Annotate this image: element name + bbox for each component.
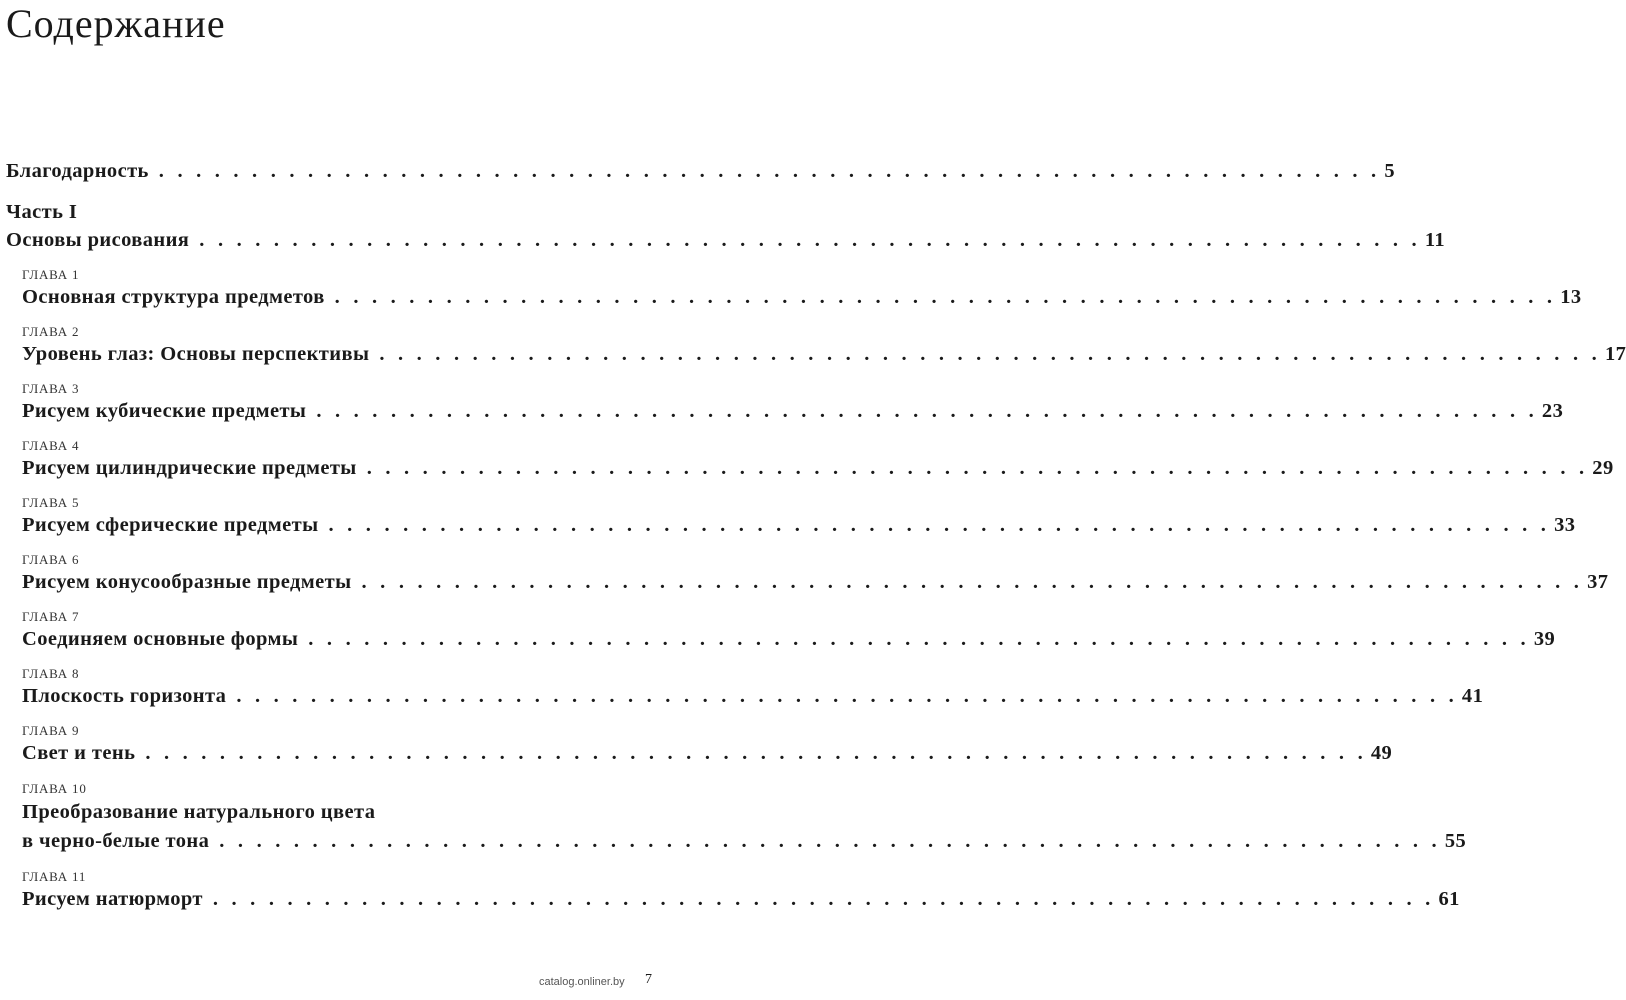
toc-page-number: 5 (1384, 160, 1396, 182)
toc-entry-chapter-10-line1[interactable] (22, 799, 654, 825)
toc-page-number: 39 (1533, 628, 1556, 650)
toc-entry-chapter-1[interactable] (22, 284, 1582, 310)
toc-entry-title: Рисуем кубические предметы (22, 400, 307, 422)
toc-page-number: 29 (1592, 457, 1614, 479)
chapter-label: ГЛАВА 11 (22, 869, 87, 884)
toc-entry-title: Основы рисования (6, 229, 190, 251)
chapter-label: ГЛАВА 5 (22, 495, 80, 510)
toc-page-number: 13 (1560, 286, 1582, 308)
toc-entry-chapter-4[interactable] (22, 455, 1614, 481)
dot-leader: . . . . . . . . . . . . . . . . . . . . . . . . . . . . . . . . . . . . . . . . . . . . . . . . . . . . . . . . . . . . . . . . . . (366, 457, 1589, 479)
dot-leader: . . . . . . . . . . . . . . . . . . . . . . . . . . . . . . . . . . . . . . . . . . . . . . . . . . . . . . . . . . . . . . . . . . (361, 571, 1584, 593)
page-number: 7 (645, 972, 652, 987)
toc-entry-acknowledgements[interactable] (6, 158, 1396, 184)
toc-entry-chapter-11[interactable] (22, 886, 1460, 912)
part-label (6, 199, 654, 225)
toc-entry-title: Уровень глаз: Основы перспективы (22, 343, 370, 365)
toc-entry-chapter-9[interactable] (22, 740, 1393, 766)
toc-entry-title: Преобразование натурального цвета (22, 801, 376, 823)
chapter-label: ГЛАВА 2 (22, 324, 80, 339)
toc-entry-chapter-7[interactable] (22, 626, 1556, 652)
chapter-label: ГЛАВА 7 (22, 609, 80, 624)
chapter-label: ГЛАВА 3 (22, 381, 80, 396)
toc-page-number: 23 (1541, 400, 1564, 422)
toc-entry-chapter-5[interactable] (22, 512, 1576, 538)
chapter-label: ГЛАВА 10 (22, 781, 87, 796)
toc-page-number: 49 (1370, 742, 1393, 764)
toc-entry-title: Рисуем цилиндрические предметы (22, 457, 357, 479)
toc-entry-title: Рисуем конусообразные предметы (22, 571, 352, 593)
toc-entry-part1[interactable] (6, 227, 1446, 253)
toc-entry-title: Основная структура предметов (22, 286, 325, 308)
toc-entry-title: Плоскость горизонта (22, 685, 227, 707)
chapter-label: ГЛАВА 6 (22, 552, 80, 567)
watermark: catalog.onliner.by (539, 976, 625, 988)
toc-entry-title: Соединяем основные формы (22, 628, 299, 650)
toc-entry-chapter-6[interactable] (22, 569, 1609, 595)
toc-page-number: 41 (1461, 685, 1484, 707)
chapter-label: ГЛАВА 4 (22, 438, 80, 453)
toc-entry-chapter-10[interactable] (22, 828, 1467, 854)
dot-leader: . . . . . . . . . . . . . . . . . . . . . . . . . . . . . . . . . . . . . . . . . . . . . . . . . . . . . . . . . . . . . . . . . . (158, 160, 1381, 182)
toc-page-number: 37 (1587, 571, 1609, 593)
toc-page-number: 17 (1604, 343, 1626, 365)
toc-entry-title: Рисуем сферические предметы (22, 514, 319, 536)
dot-leader: . . . . . . . . . . . . . . . . . . . . . . . . . . . . . . . . . . . . . . . . . . . . . . . . . . . . . . . . . . . . . . . . . . (316, 400, 1538, 422)
toc-entry-title: Рисуем натюрморт (22, 888, 203, 910)
chapter-label: ГЛАВА 1 (22, 267, 80, 282)
page-title: Содержание (6, 1, 226, 46)
dot-leader: . . . . . . . . . . . . . . . . . . . . . . . . . . . . . . . . . . . . . . . . . . . . . . . . . . . . . . . . . . . . . . . . . . (199, 229, 1421, 251)
dot-leader: . . . . . . . . . . . . . . . . . . . . . . . . . . . . . . . . . . . . . . . . . . . . . . . . . . . . . . . . . . . . . . . . . . (308, 628, 1530, 650)
dot-leader: . . . . . . . . . . . . . . . . . . . . . . . . . . . . . . . . . . . . . . . . . . . . . . . . . . . . . . . . . . . . . . . . . . (212, 888, 1435, 910)
toc-entry-chapter-2[interactable] (22, 341, 1626, 367)
toc-entry-chapter-3[interactable] (22, 398, 1564, 424)
dot-leader: . . . . . . . . . . . . . . . . . . . . . . . . . . . . . . . . . . . . . . . . . . . . . . . . . . . . . . . . . . . . . . . . . . (145, 742, 1367, 764)
toc-page-number: 33 (1554, 514, 1576, 536)
toc-entry-title: Свет и тень (22, 742, 136, 764)
dot-leader: . . . . . . . . . . . . . . . . . . . . . . . . . . . . . . . . . . . . . . . . . . . . . . . . . . . . . . . . . . . . . . . . . . (328, 514, 1551, 536)
dot-leader: . . . . . . . . . . . . . . . . . . . . . . . . . . . . . . . . . . . . . . . . . . . . . . . . . . . . . . . . . . . . . . . . . . (334, 286, 1557, 308)
dot-leader: . . . . . . . . . . . . . . . . . . . . . . . . . . . . . . . . . . . . . . . . . . . . . . . . . . . . . . . . . . . . . . . . . . (379, 343, 1601, 365)
toc-page-number: 11 (1424, 229, 1446, 251)
chapter-label: ГЛАВА 9 (22, 723, 80, 738)
dot-leader: . . . . . . . . . . . . . . . . . . . . . . . . . . . . . . . . . . . . . . . . . . . . . . . . . . . . . . . . . . . . . . . . . . (219, 830, 1441, 852)
part-label-text: Часть I (6, 201, 78, 223)
dot-leader: . . . . . . . . . . . . . . . . . . . . . . . . . . . . . . . . . . . . . . . . . . . . . . . . . . . . . . . . . . . . . . . . . . (236, 685, 1458, 707)
toc-page-number: 61 (1438, 888, 1460, 910)
toc-entry-title: в черно-белые тона (22, 830, 210, 852)
chapter-label: ГЛАВА 8 (22, 666, 80, 681)
toc-entry-title: Благодарность (6, 160, 149, 182)
toc-page-number: 55 (1444, 830, 1467, 852)
toc-entry-chapter-8[interactable] (22, 683, 1484, 709)
